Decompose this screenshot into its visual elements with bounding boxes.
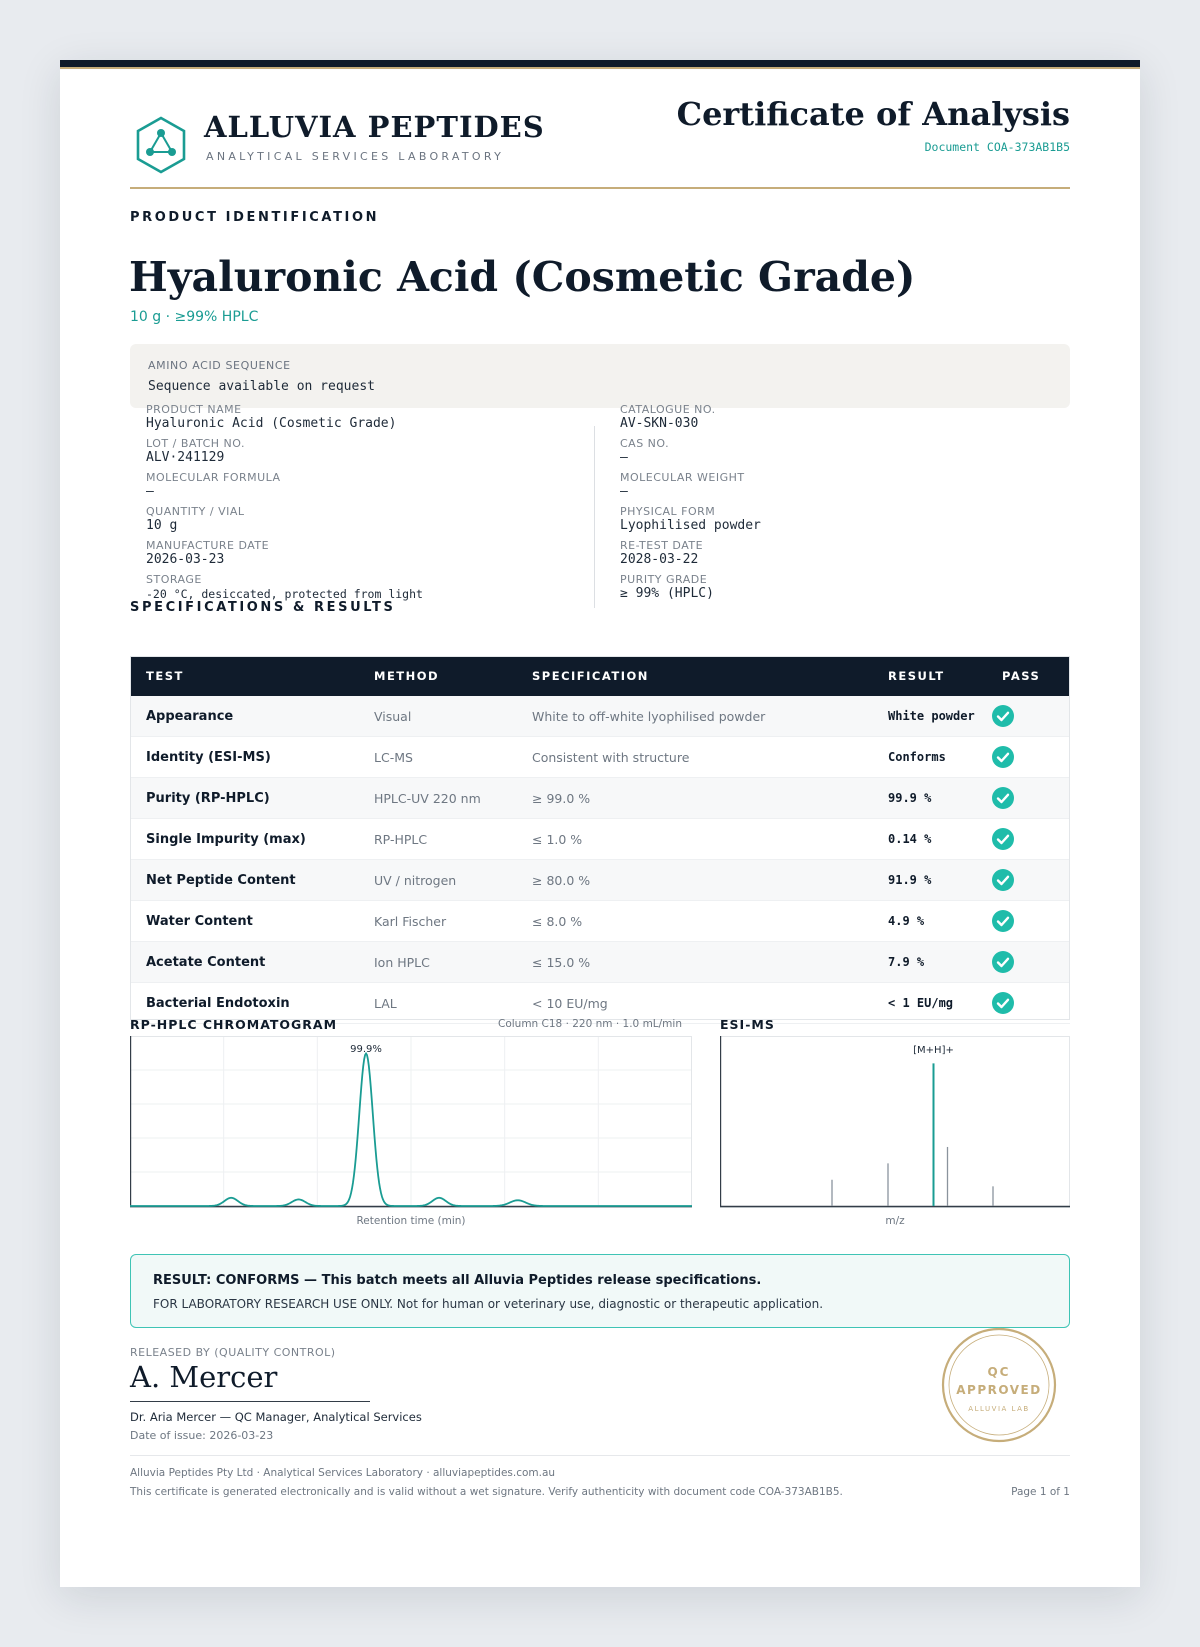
sequence-box bbox=[130, 344, 1070, 408]
hexagon-molecule-icon bbox=[134, 115, 188, 175]
spec-cell: White to off-white lyophilised powder bbox=[516, 696, 872, 737]
plot-frame bbox=[721, 1037, 1070, 1208]
table-row bbox=[130, 696, 1070, 737]
stamp-line1: QC bbox=[987, 1365, 1011, 1379]
signer-name: Dr. Aria Mercer — QC Manager, Analytical Services bbox=[130, 1410, 422, 1424]
method-cell: Karl Fischer bbox=[358, 901, 516, 942]
pass-cell bbox=[986, 860, 1070, 901]
table-header-row bbox=[130, 656, 1070, 696]
result-cell: 91.9 % bbox=[872, 860, 986, 901]
brand-subtitle: ANALYTICAL SERVICES LABORATORY bbox=[206, 150, 505, 163]
pass-cell bbox=[986, 983, 1070, 1024]
specs-section-label: SPECIFICATIONS & RESULTS bbox=[130, 600, 396, 615]
field-value: — bbox=[146, 484, 154, 499]
method-cell: HPLC-UV 220 nm bbox=[358, 778, 516, 819]
pass-cell bbox=[986, 901, 1070, 942]
test-cell: Appearance bbox=[130, 696, 358, 737]
field-label: PURITY GRADE bbox=[620, 573, 708, 586]
method-cell: Visual bbox=[358, 696, 516, 737]
test-cell: Acetate Content bbox=[130, 942, 358, 983]
field-value: 2028-03-22 bbox=[620, 552, 699, 567]
hplc-chromatogram-chart bbox=[130, 1036, 692, 1208]
field-value: 2026-03-23 bbox=[146, 552, 225, 567]
result-cell: 0.14 % bbox=[872, 819, 986, 860]
spec-cell: Consistent with structure bbox=[516, 737, 872, 778]
spec-cell: < 10 EU/mg bbox=[516, 983, 872, 1024]
field-value: AV-SKN-030 bbox=[620, 416, 699, 431]
document-title: Certificate of Analysis bbox=[676, 95, 1070, 133]
method-cell: LC-MS bbox=[358, 737, 516, 778]
test-cell: Purity (RP-HPLC) bbox=[130, 778, 358, 819]
pass-cell bbox=[986, 737, 1070, 778]
test-cell: Identity (ESI-MS) bbox=[130, 737, 358, 778]
result-cell: 7.9 % bbox=[872, 942, 986, 983]
hplc-chart-title: RP-HPLC CHROMATOGRAM bbox=[130, 1017, 338, 1032]
stamp-line2: APPROVED bbox=[956, 1383, 1042, 1397]
top-bar-accent bbox=[60, 67, 1140, 69]
result-headline: RESULT: CONFORMS — This batch meets all Alluvia Peptides release specifications. bbox=[153, 1273, 762, 1288]
check-circle-icon bbox=[992, 910, 1014, 932]
spec-cell: ≥ 99.0 % bbox=[516, 778, 872, 819]
method-cell: RP-HPLC bbox=[358, 819, 516, 860]
signature: A. Mercer bbox=[130, 1360, 278, 1394]
qc-approved-stamp bbox=[940, 1326, 1058, 1444]
test-cell: Net Peptide Content bbox=[130, 860, 358, 901]
check-circle-icon bbox=[992, 992, 1014, 1014]
signature-line bbox=[130, 1401, 370, 1402]
field-label: PRODUCT NAME bbox=[146, 403, 242, 416]
result-cell: < 1 EU/mg bbox=[872, 983, 986, 1024]
field-value: — bbox=[620, 450, 628, 465]
check-circle-icon bbox=[992, 787, 1014, 809]
col-header-spec: SPECIFICATION bbox=[516, 656, 872, 696]
brand-name: ALLUVIA PEPTIDES bbox=[204, 110, 545, 144]
pass-cell bbox=[986, 778, 1070, 819]
hplc-chart-meta: Column C18 · 220 nm · 1.0 mL/min bbox=[498, 1018, 682, 1030]
specs-table bbox=[130, 656, 1070, 1024]
footer-disclaimer: This certificate is generated electronically and is valid without a wet signature. Verify authenticity with document code COA-373AB1B5. bbox=[130, 1486, 843, 1498]
ms-chart-title: ESI-MS bbox=[720, 1017, 775, 1032]
top-bar bbox=[60, 60, 1140, 67]
field-value: Hyaluronic Acid (Cosmetic Grade) bbox=[146, 416, 397, 431]
spec-cell: ≥ 80.0 % bbox=[516, 860, 872, 901]
document-id: Document COA-373AB1B5 bbox=[924, 140, 1070, 154]
footer-divider bbox=[130, 1455, 1070, 1456]
ms-x-axis-label: m/z bbox=[885, 1215, 905, 1227]
result-cell: Conforms bbox=[872, 737, 986, 778]
field-value: -20 °C, desiccated, protected from light bbox=[146, 587, 423, 601]
result-box bbox=[130, 1254, 1070, 1328]
check-circle-icon bbox=[992, 869, 1014, 891]
field-label: MANUFACTURE DATE bbox=[146, 539, 270, 552]
field-label: RE-TEST DATE bbox=[620, 539, 704, 552]
table-row bbox=[130, 819, 1070, 860]
col-header-pass: PASS bbox=[986, 656, 1070, 696]
test-cell: Bacterial Endotoxin bbox=[130, 983, 358, 1024]
field-label: CATALOGUE NO. bbox=[620, 403, 716, 416]
field-value: Lyophilised powder bbox=[620, 518, 761, 533]
check-circle-icon bbox=[992, 746, 1014, 768]
field-value: 10 g bbox=[146, 518, 178, 533]
field-label: MOLECULAR WEIGHT bbox=[620, 471, 745, 484]
field-label: CAS NO. bbox=[620, 437, 670, 450]
page-number: Page 1 of 1 bbox=[1011, 1486, 1070, 1498]
pass-cell bbox=[986, 696, 1070, 737]
pass-cell bbox=[986, 942, 1070, 983]
table-row bbox=[130, 778, 1070, 819]
esi-ms-chart bbox=[720, 1036, 1070, 1208]
certificate-page bbox=[60, 60, 1140, 1587]
field-value: — bbox=[620, 484, 628, 499]
field-divider bbox=[594, 426, 595, 608]
spec-cell: ≤ 8.0 % bbox=[516, 901, 872, 942]
field-label: PHYSICAL FORM bbox=[620, 505, 716, 518]
method-cell: UV / nitrogen bbox=[358, 860, 516, 901]
header-divider bbox=[130, 187, 1070, 189]
peak-label: 99.9% bbox=[350, 1044, 382, 1055]
footer-company: Alluvia Peptides Pty Ltd · Analytical Services Laboratory · alluviapeptides.com.au bbox=[130, 1467, 556, 1479]
method-cell: Ion HPLC bbox=[358, 942, 516, 983]
table-row bbox=[130, 901, 1070, 942]
spec-cell: ≤ 15.0 % bbox=[516, 942, 872, 983]
field-label: STORAGE bbox=[146, 573, 202, 586]
method-cell: LAL bbox=[358, 983, 516, 1024]
pass-cell bbox=[986, 819, 1070, 860]
field-value: ALV·241129 bbox=[146, 450, 225, 465]
sequence-label: AMINO ACID SEQUENCE bbox=[148, 359, 291, 372]
product-title: Hyaluronic Acid (Cosmetic Grade) bbox=[129, 253, 916, 301]
peak-label: [M+H]+ bbox=[913, 1045, 954, 1056]
sequence-value: Sequence available on request bbox=[148, 379, 375, 394]
field-label: LOT / BATCH NO. bbox=[146, 437, 245, 450]
spec-cell: ≤ 1.0 % bbox=[516, 819, 872, 860]
test-cell: Water Content bbox=[130, 901, 358, 942]
table-row bbox=[130, 942, 1070, 983]
result-cell: 99.9 % bbox=[872, 778, 986, 819]
specs-table-body bbox=[130, 696, 1070, 1024]
test-cell: Single Impurity (max) bbox=[130, 819, 358, 860]
col-header-result: RESULT bbox=[872, 656, 986, 696]
table-row bbox=[130, 737, 1070, 778]
product-section-label: PRODUCT IDENTIFICATION bbox=[130, 210, 380, 225]
field-value: ≥ 99% (HPLC) bbox=[620, 586, 714, 601]
result-cell: 4.9 % bbox=[872, 901, 986, 942]
research-use-note: FOR LABORATORY RESEARCH USE ONLY. Not for human or veterinary use, diagnostic or therapeutic application. bbox=[153, 1297, 824, 1311]
check-circle-icon bbox=[992, 828, 1014, 850]
issue-date: Date of issue: 2026-03-23 bbox=[130, 1429, 274, 1442]
field-label: QUANTITY / VIAL bbox=[146, 505, 245, 518]
hplc-x-axis-label: Retention time (min) bbox=[356, 1215, 466, 1227]
product-subtitle: 10 g · ≥99% HPLC bbox=[130, 309, 259, 325]
result-cell: White powder bbox=[872, 696, 986, 737]
field-label: MOLECULAR FORMULA bbox=[146, 471, 281, 484]
release-label: RELEASED BY (QUALITY CONTROL) bbox=[130, 1346, 336, 1359]
check-circle-icon bbox=[992, 705, 1014, 727]
col-header-method: METHOD bbox=[358, 656, 516, 696]
col-header-test: TEST bbox=[130, 656, 358, 696]
check-circle-icon bbox=[992, 951, 1014, 973]
table-row bbox=[130, 860, 1070, 901]
stamp-line3: ALLUVIA LAB bbox=[968, 1405, 1030, 1413]
